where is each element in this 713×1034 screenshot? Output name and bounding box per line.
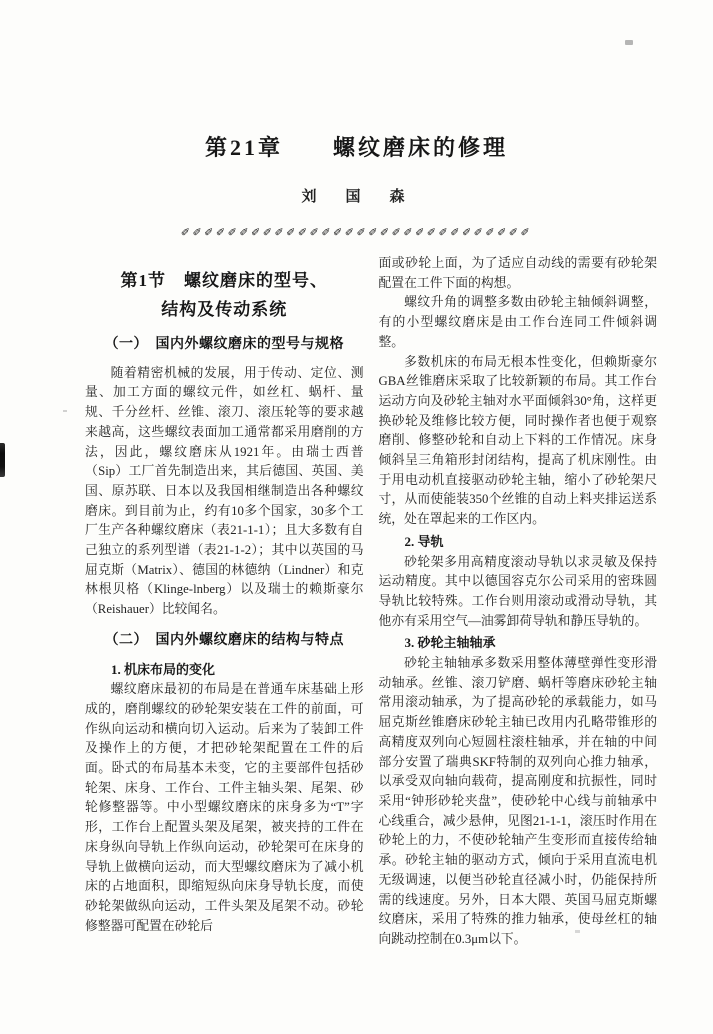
ornament-divider: ✐✐✐✐✐✐✐✐✐✐✐✐✐✐✐✐✐✐✐✐✐✐✐✐✐✐✐✐✐✐: [180, 227, 533, 239]
heading-spindle-bearings: 3. 砂轮主轴轴承: [404, 635, 496, 651]
subheading-models-specs: （一） 国内外螺纹磨床的型号与规格: [104, 337, 344, 352]
section-heading: [85, 266, 364, 324]
subheading-structure-features: （二） 国内外螺纹磨床的结构与特点: [104, 632, 344, 648]
two-column-text-area: [85, 254, 657, 950]
section-heading-line1: 第1节 螺纹磨床的型号、: [120, 271, 328, 290]
author-name: 刘 国 森: [301, 189, 412, 205]
heading-guideways: 2. 导轨: [404, 533, 444, 549]
paragraph-layout: 螺纹磨床最初的布局是在普通车床基础上形成的，磨削螺纹的砂轮架安装在工件的前面，可作纵向运动和横向切入运动。后来为了装卸工件及操作上的方便，才把砂轮架配置在工件的后面。卧式的布局基本未变，它的主要部件包括砂轮架、床身、工作台、工件主轴头架、尾架、砂轮修整器等。中小型螺纹磨床的床身多为“T”字形，工作台上配置头架及尾架，被夹持的工件在床身纵向导轨上作纵向运动，砂轮架可在床身的导轨上做横向运动，而大型螺纹磨床为了减小机床的占地面积，即缩短纵向床身导轨长度，而使砂轮架做纵向运动，工件头架及尾架不动。砂轮修整器可配置在砂轮后: [85, 682, 364, 933]
scan-artifact-top-right: [625, 40, 633, 45]
paragraph-spindle-bearings: 砂轮主轴轴承多数采用整体薄壁弹性变形滑动轴承。丝锥、滚刀铲磨、蜗杆等磨床砂轮主轴常用滚动轴承，为了提高砂轮的承载能力，如马屈克斯丝锥磨床砂轮主轴已改用内孔略带锥形的高精度双列向心短圆柱滚柱轴承，并在轴的中间部分安置了瑞典SKF特制的双列向心推力轴承，以承受双向轴向载荷，提高刚度和抗振性，同时采用“钟形砂轮夹盘”，使砂轮中心线与前轴承中心线重合，减少悬伸，见图21-1-1，滚压时作用在砂轮上的力，不使砂轮轴产生变形而直接传给轴承。砂轮主轴的驱动方式，倾向于采用直流电机无级调速，以便当砂轮直径减小时，仍能保持所需的线速度。另外，日本大隈、英国马屈克斯螺纹磨床，采用了特殊的推力轴承，使母丝杠的轴向跳动控制在0.3μm以下。: [378, 656, 657, 946]
right-column: [379, 254, 658, 950]
section-heading-line2: 结构及传动系统: [161, 300, 288, 319]
paragraph-helix-angle: 螺纹升角的调整多数由砂轮主轴倾斜调整，有的小型螺纹磨床是由工作台连同工件倾斜调整。: [378, 295, 657, 349]
paragraph-guideways: 砂轮架多用高精度滚动导轨以求灵敏及保持运动精度。其中以德国容克尔公司采用的密珠圆导轨比较特殊。工作台则用滚动或滑动导轨，其他亦有采用空气—油雾卸荷导轨和静压导轨的。: [378, 554, 657, 628]
paragraph-reishauer-gba: 多数机床的布局无根本性变化，但赖斯豪尔GBA丝锥磨床采取了比较新颖的布局。其工作台运动方向及砂轮主轴对水平面倾斜30°角，这样更换砂轮及维修比较方便，同时操作者也便于观察磨削、修整砂轮和自动上下料的工作情况。床身倾斜呈三角箱形封闭结构，提高了机床刚性。由于用电动机直接驱动砂轮主轴，缩小了砂轮架尺寸，从而使能装350个丝锥的自动上料夹排运送系统，处在罩起来的工作区内。: [378, 354, 657, 527]
paragraph-layout-continued: 面或砂轮上面，为了适应自动线的需要有砂轮架配置在工件下面的构想。: [378, 256, 657, 290]
heading-layout-changes: 1. 机床布局的变化: [111, 661, 216, 677]
scan-artifact-left-edge: [0, 443, 5, 477]
paragraph-history: 随着精密机械的发展，用于传动、定位、测量、加工方面的螺纹元件，如丝杠、蜗杆、量规、千分丝杆、丝锥、滚刀、滚压轮等的要求越来越高，这些螺纹表面加工通常都采用磨削的方法，因此，螺纹磨床从1921年。由瑞士西普（Sip）工厂首先制造出来，其后德国、英国、美国、原苏联、日本以及我国相继制造出各种螺纹磨床。到目前为止，约有10多个国家，30多个工厂生产各种螺纹磨床（表21-1-1）；且大多数有自己独立的系列型谱（表21-1-2）；其中以英国的马屈克斯（Matrix）、德国的林德纳（Lindner）和克林根贝格（Klinge-lnberg）以及瑞士的赖斯豪尔（Reishauer）比较闻名。: [85, 365, 364, 617]
left-column: [85, 254, 364, 950]
chapter-title: 第21章 螺纹磨床的修理: [204, 134, 508, 160]
scan-artifact-speck: [63, 410, 67, 412]
